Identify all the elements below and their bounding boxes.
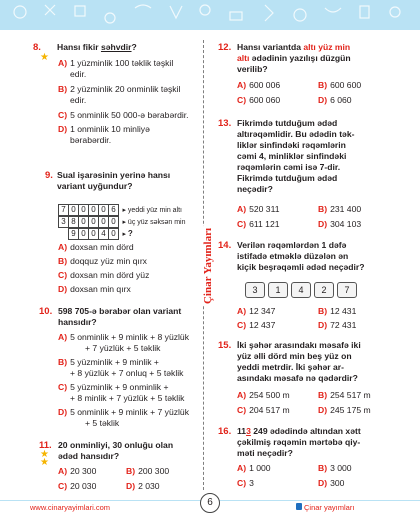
question-text: hansıdır? — [58, 317, 97, 327]
option-c[interactable]: C) 20 030 — [58, 481, 97, 491]
option-b[interactable]: B) 2 yüzminlik 20 onminlik təşkil — [58, 84, 181, 94]
option-c[interactable]: C) 3 — [237, 478, 254, 488]
option-b[interactable]: B) 231 400 — [318, 204, 362, 214]
option-a[interactable]: A) 520 311 — [237, 204, 280, 214]
digit-row-2: 3 8 0 0 0 0 ▸ üç yüz səksən min — [58, 211, 186, 229]
footer-website[interactable]: www.cinaryayimlari.com — [30, 503, 111, 512]
question-text: yeddi metrdir. İki şəhər ar- — [237, 362, 344, 372]
question-text: cəmi 4, minliklər sinfindəki — [237, 151, 347, 161]
option-c-cont: + 8 minlik + 7 yüzlük + 5 təklik — [70, 393, 185, 403]
question-text: Verilən rəqəmlərdən 1 dəfə — [237, 240, 347, 250]
option-d[interactable]: D) doxsan min qırx — [58, 284, 131, 294]
brand-label: Çinar Yayımları — [202, 227, 215, 305]
question-number: 12. — [218, 42, 232, 53]
option-c[interactable]: C) 12 437 — [237, 320, 276, 330]
option-d[interactable]: D) 1 onminlik 10 minliyə — [58, 124, 150, 134]
option-c[interactable]: C) 204 517 m — [237, 405, 290, 415]
question-text: 113 249 ədədində altından xətt — [237, 426, 361, 436]
option-a[interactable]: A) 5 onminlik + 9 minlik + 8 yüzlük — [58, 332, 190, 342]
question-number: 14. — [218, 240, 232, 251]
question-number: 11. — [39, 440, 52, 451]
digit-row-3: 9 0 0 4 0 ▸ ? — [68, 223, 133, 241]
question-text: liklər sinfindəki rəqəmlərin — [237, 140, 346, 150]
option-d-cont: bərabərdir. — [70, 135, 112, 145]
page-number: 6 — [200, 493, 220, 513]
question-text: ədəd hansıdır? — [58, 451, 120, 461]
star-icon: ★ — [40, 449, 49, 460]
question-text: çəkilmiş rəqəmin mərtəbə qiy- — [237, 437, 361, 447]
question-text: altırəqəmlidir. Bu ədədin tək- — [237, 129, 355, 139]
option-a[interactable]: A) 1 yüzminlik 100 təklik təşkil — [58, 58, 174, 68]
question-text: altı ədədinin yazılışı düzgün — [237, 53, 351, 63]
option-b[interactable]: B) 600 600 — [318, 80, 362, 90]
footer-social: Çinar yayımları — [304, 503, 355, 512]
option-a[interactable]: A) 254 500 m — [237, 390, 290, 400]
option-d[interactable]: D) 5 onminlik + 9 minlik + 7 yüzlük — [58, 407, 190, 417]
top-decorative-band — [0, 0, 420, 30]
option-b[interactable]: B) 3 000 — [318, 463, 352, 473]
digit-card: 1 — [268, 282, 288, 298]
option-b[interactable]: B) 5 yüzminlik + 9 minlik + — [58, 357, 159, 367]
option-a[interactable]: A) 20 300 — [58, 466, 97, 476]
question-number: 15. — [218, 340, 232, 351]
question-text: 20 onminliyi, 30 onluğu olan — [58, 440, 174, 450]
digit-row-1: 7 0 0 0 0 6 ▸ yeddi yüz min altı — [58, 199, 182, 217]
option-a[interactable]: A) 600 006 — [237, 80, 281, 90]
question-text: Fikrimdə tutduğum ədəd — [237, 173, 338, 183]
option-c[interactable]: C) 5 onminlik 50 000-ə bərabərdir. — [58, 110, 189, 120]
star-icon: ★ — [40, 52, 49, 63]
option-b-cont: + 8 yüzlük + 7 onluq + 5 təklik — [70, 368, 184, 378]
question-text: variant uyğundur? — [57, 181, 133, 191]
question-text: neçədir? — [237, 184, 273, 194]
option-d[interactable]: D) 304 103 — [318, 219, 362, 229]
option-d[interactable]: D) 72 431 — [318, 320, 357, 330]
option-d[interactable]: D) 2 030 — [126, 481, 160, 491]
question-text: kiçik beşrəqəmli ədəd neçədir? — [237, 262, 365, 272]
option-a[interactable]: A) doxsan min dörd — [58, 242, 134, 252]
option-b-cont: edir. — [70, 95, 87, 105]
question-text: məti neçədir? — [237, 448, 293, 458]
digit-card: 7 — [337, 282, 357, 298]
doodle-pattern — [0, 0, 420, 30]
question-text: rəqəmlərin cəmi isə 7-dir. — [237, 162, 341, 172]
question-text: İki şəhər arasındakı məsafə iki — [237, 340, 361, 350]
option-c[interactable]: C) 600 060 — [237, 95, 281, 105]
digit-card: 2 — [314, 282, 334, 298]
option-d[interactable]: D) 300 — [318, 478, 345, 488]
option-d[interactable]: D) 6 060 — [318, 95, 352, 105]
option-c[interactable]: C) 611 121 — [237, 219, 280, 229]
option-b[interactable]: B) 12 431 — [318, 306, 357, 316]
digit-card: 3 — [245, 282, 265, 298]
question-number: 10. — [39, 306, 53, 317]
question-number: 16. — [218, 426, 232, 437]
option-a-cont: edir. — [70, 69, 87, 79]
option-c[interactable]: C) 5 yüzminlik + 9 onminlik + — [58, 382, 169, 392]
option-a-cont: + 7 yüzlük + 5 təklik — [85, 343, 161, 353]
question-number: 13. — [218, 118, 232, 129]
option-b[interactable]: B) doqquz yüz min qırx — [58, 256, 147, 266]
question-text: asındakı məsafə nə qədərdir? — [237, 373, 358, 383]
question-text: verilib? — [237, 64, 268, 74]
option-d-cont: + 5 təklik — [85, 418, 120, 428]
option-d[interactable]: D) 245 175 m — [318, 405, 371, 415]
option-b[interactable]: B) 200 300 — [126, 466, 170, 476]
option-a[interactable]: A) 12 347 — [237, 306, 276, 316]
digit-card: 4 — [291, 282, 311, 298]
option-b[interactable]: B) 254 517 m — [318, 390, 371, 400]
question-text: istifadə etməklə düzələn ən — [237, 251, 349, 261]
option-a[interactable]: A) 1 000 — [237, 463, 271, 473]
option-c[interactable]: C) doxsan min dörd yüz — [58, 270, 150, 280]
question-text: Sual işarəsinin yerinə hansı — [57, 170, 171, 180]
question-text: yüz əlli dörd min beş yüz on — [237, 351, 352, 361]
question-text: Hansı variantda altı yüz min — [237, 42, 351, 52]
question-text: Hansı fikir səhvdir? — [57, 42, 137, 52]
star-icon: ★ — [40, 457, 49, 468]
question-text: Fikrimdə tutduğum ədəd — [237, 118, 338, 128]
question-text: 598 705-ə bərabər olan variant — [58, 306, 182, 316]
facebook-icon — [296, 503, 302, 510]
question-number: 8. — [33, 42, 41, 53]
vertical-brand — [196, 227, 215, 310]
question-number: 9. — [45, 170, 53, 181]
